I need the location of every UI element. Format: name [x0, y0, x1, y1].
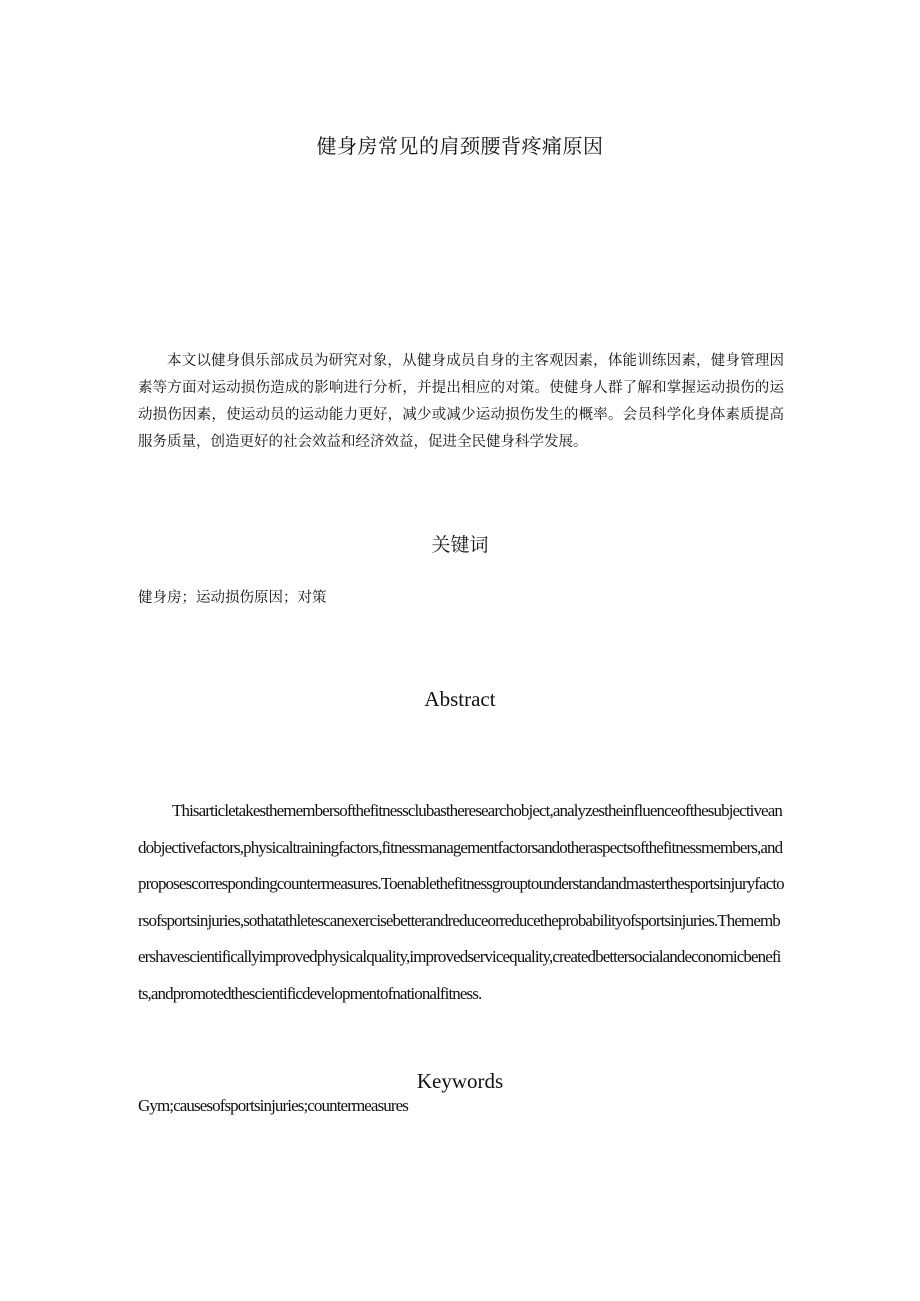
- english-keywords-heading: Keywords: [416, 1069, 504, 1093]
- english-keywords: Gym;causesofsportsinjuries;countermeasures: [138, 1096, 409, 1115]
- chinese-keywords-heading: 关键词: [431, 534, 489, 556]
- chinese-keywords: 健身房；运动损伤原因；对策: [138, 590, 327, 606]
- chinese-abstract: 本文以健身俱乐部成员为研究对象，从健身成员自身的主客观因素，体能训练因素，健身管理因素等方面对运动损伤造成的影响进行分析，并提出相应的对策。使健身人群了解和掌握运动损伤的运动损伤因素，使运动员的运动能力更好，减少或减少运动损伤发生的概率。会员科学化身体素质提高服务质量，创造更好的社会效益和经济效益，促进全民健身科学发展。: [138, 353, 784, 450]
- document-title: 健身房常见的肩颈腰背疼痛原因: [316, 134, 604, 158]
- english-abstract-heading: Abstract: [424, 687, 496, 711]
- english-abstract: Thisarticletakesthemembersofthefitnessclubastheresearchobject,analyzestheinfluenceofthesubjectiveandobjectivefactors,physicaltrainingfactors,fitnessmanagementfactorsandotheraspectsofthefitnessmembers,andproposescorrespondingcountermeasures.Toenablethefitnessgrouptounderstandandmasterthesportsinjuryfactorsofsportsinjuries,sothatathletescanexercisebetterandreduceorreducetheprobabilityofsportsinjuries.Themembershavescientificallyimprovedphysicalquality,improvedservicequality,createdbettersocialandeconomicbenefits,andpromotedthescientificdevelopmentofnationalfitness.: [138, 801, 784, 1003]
